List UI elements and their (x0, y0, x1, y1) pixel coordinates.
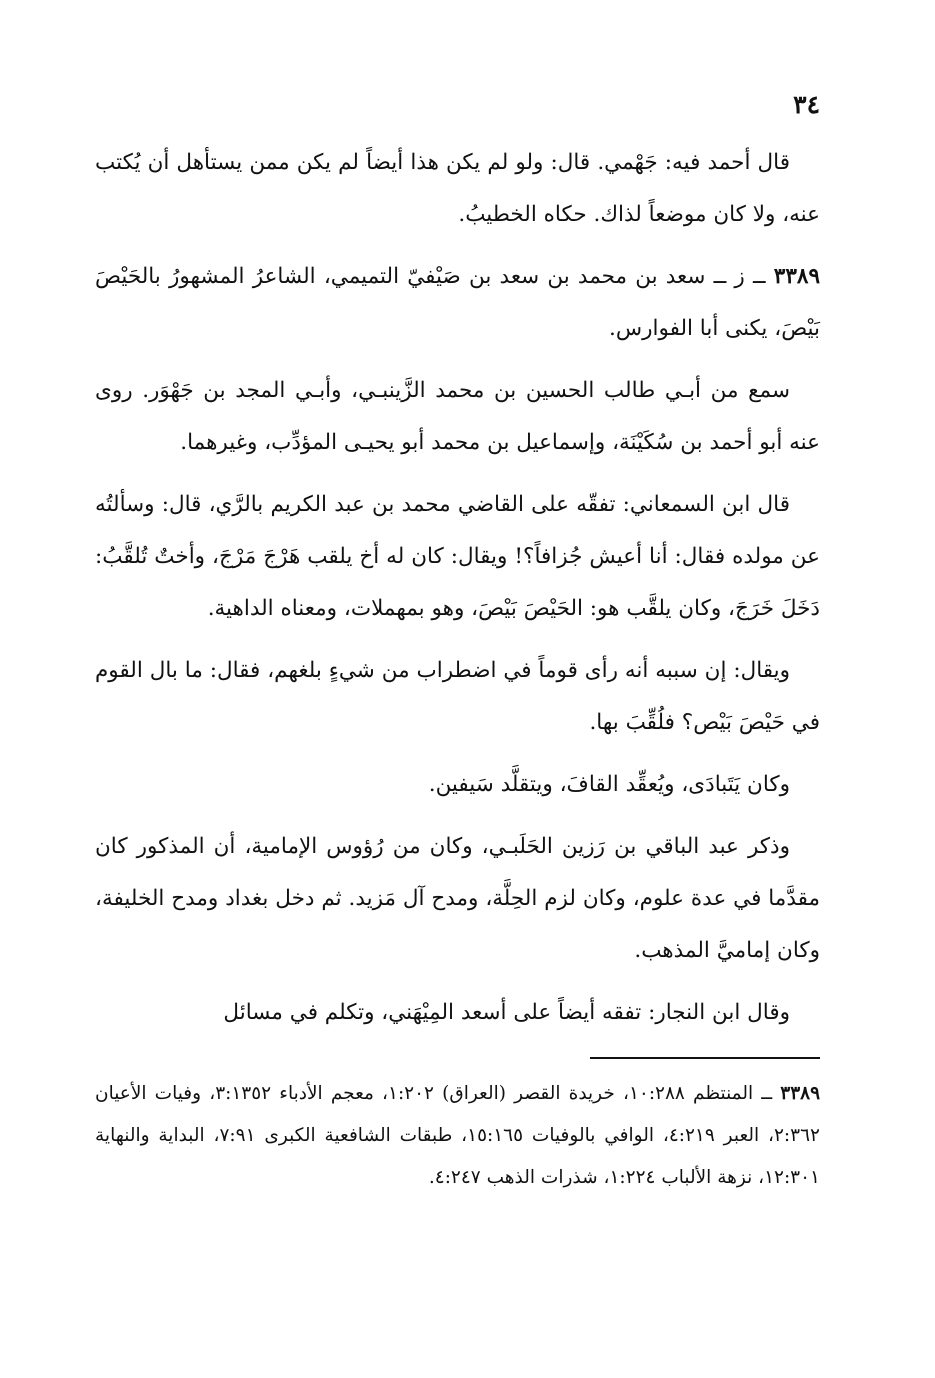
paragraph: قال أحمد فيه: جَهْمي. قال: ولو لم يكن هذا أيضاً لم يكن ممن يستأهل أن يُكتب عنه، ولا كان موضعاً لذاك. حكاه الخطيبُ. (95, 150, 820, 227)
footnote-divider (590, 1057, 820, 1059)
main-text (95, 137, 820, 1039)
footnote-text: ــ المنتظم ١٠:٢٨٨، خريدة القصر (العراق) ١:٢٠٢، معجم الأدباء ٣:١٣٥٢، وفيات الأعيان ٢:٣٦٢، العبر ٤:٢١٩، الوافي بالوفيات ١٥:١٦٥، طبقات الشافعية الكبرى ٧:٩١، البداية والنهاية ١٢:٣٠١، نزهة الألباب ١:٢٢٤، شذرات الذهب ٤:٢٤٧. (95, 1083, 820, 1188)
paragraph: سمع من أبـي طالب الحسين بن محمد الزَّينبـي، وأبـي المجد بن جَهْوَر. روى عنه أبو أحمد بن سُكَيْنَة، وإسماعيل بن محمد أبو يحيـى المؤدِّب، وغيرهما. (95, 378, 820, 455)
document-page (95, 85, 820, 1199)
entry-text: ــ ز ــ سعد بن محمد بن سعد بن صَيْفيّ التميمي، الشاعرُ المشهورُ بالحَيْصَ بَيْصَ، يكنى أبا الفوارس. (95, 264, 820, 341)
entry-number: ٣٣٨٩ (773, 264, 820, 289)
paragraph: وذكر عبد الباقي بن رَزين الحَلَبـي، وكان من رُؤوس الإمامية، أن المذكور كان مقدَّما في عدة علوم، وكان لزم الحِلَّة، ومدح آل مَزيد. ثم دخل بغداد ومدح الخليفة، وكان إماميَّ المذهب. (95, 834, 820, 963)
footnote (95, 1073, 820, 1199)
footnotes (95, 1073, 820, 1199)
paragraph: قال ابن السمعاني: تفقّه على القاضي محمد بن عبد الكريم بالرَّي، قال: وسألتُه عن مولده فقال: أنا أعيش جُزافاً؟! ويقال: كان له أخ يلقب هَرْجَ مَرْجَ، وأختٌ تُلقَّبُ: دَخَلَ خَرَجَ، وكان يلقَّب هو: الحَيْصَ بَيْصَ، وهو بمهملات، ومعناه الداهية. (95, 492, 820, 621)
entry-paragraph (95, 251, 820, 355)
page-number: ٣٤ (793, 90, 820, 119)
paragraph: ويقال: إن سببه أنه رأى قوماً في اضطراب من شيءٍ بلغهم، فقال: ما بال القوم في حَيْصَ بَيْص؟ فلُقِّبَ بها. (95, 658, 820, 735)
paragraph: وقال ابن النجار: تفقه أيضاً على أسعد المِيْهَني، وتكلم في مسائل (223, 1000, 790, 1025)
paragraph: وكان يَتَبادَى، ويُعقِّد القافَ، ويتقلَّد سَيفين. (428, 772, 790, 797)
footnote-number: ٣٣٨٩ (780, 1083, 821, 1104)
